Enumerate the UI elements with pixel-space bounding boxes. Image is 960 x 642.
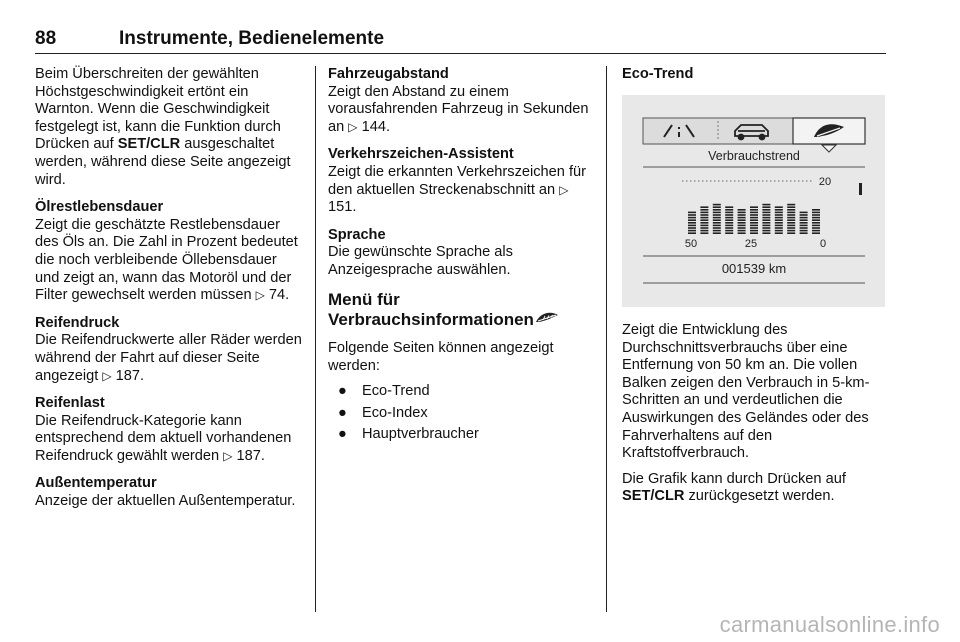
section-heading: Eco-Trend [622, 66, 694, 82]
section-traffic-sign-assistant [328, 146, 598, 216]
scroll-indicator [859, 183, 862, 195]
section-text: Die gewünschte Sprache als Anzeigesprache auswählen. [328, 244, 513, 278]
page-ref-icon: ▷ [102, 368, 112, 383]
section-heading: Reifenlast [35, 395, 105, 412]
list-item [328, 405, 598, 423]
reset-instruction [622, 471, 894, 506]
axis-label-0: 0 [819, 238, 827, 250]
eco-trend-description: Zeigt die Entwicklung des Durchschnittsverbrauchs über eine Entfernung von 50 km an. Die vollen Balken zeigen den Verbrauch in 5-km-Schritten an und verdeutlichen die Auswirkungen des Geländes oder des Fahrverhaltens auf den Kraftstoffverbrauch. [622, 322, 870, 462]
section-heading: Fahrzeugabstand [328, 66, 449, 82]
column-3 [622, 66, 894, 84]
list-item-label: Hauptverbraucher [362, 426, 479, 443]
column-1 [35, 66, 305, 521]
section-heading: Reifendruck [35, 314, 120, 331]
section-tire-load [35, 395, 305, 465]
column-2 [328, 66, 598, 448]
menu-intro: Folgende Seiten können angezeigt werden: [328, 340, 554, 374]
section-text: Anzeige der aktuellen Außentemperatur. [35, 493, 296, 510]
trend-bar [800, 212, 808, 234]
set-clr-label: SET/CLR [117, 136, 181, 153]
watermark: carmanualsonline.info [719, 612, 940, 637]
page-ref[interactable]: 151. [328, 199, 357, 216]
eco-leaf-icon [534, 310, 560, 330]
section-text: Zeigt die erkannten Verkehrszeichen für den aktuellen Streckenabschnitt an [328, 163, 586, 198]
intro-paragraph [35, 66, 305, 189]
intro-text: Beim Überschreiten der gewählten Höchstgeschwindigkeit ertönt ein Warnton. Wenn die Geschwindigkeit festgelegt ist, kann die Funktion durch Drücken auf [35, 66, 281, 153]
trend-bar [738, 209, 746, 234]
page-title: Instrumente, Bedienelemente [119, 28, 385, 49]
page-ref-icon: ▷ [255, 288, 265, 303]
scale-top-label: 20 [818, 176, 832, 188]
column-divider-right [606, 66, 607, 612]
reset-text-end: zurückgesetzt werden. [684, 488, 835, 505]
axis-label-25: 25 [744, 238, 758, 250]
section-text: Zeigt den Abstand zu einem vorausfahrenden Fahrzeug in Sekunden an [328, 83, 589, 135]
menu-page-list [328, 383, 598, 444]
page-ref-icon: ▷ [223, 448, 233, 463]
page-header [35, 28, 885, 52]
list-item-label: Eco-Index [362, 404, 428, 421]
column-divider-left [315, 66, 316, 612]
page-ref-icon: ▷ [559, 182, 569, 197]
trend-bar [812, 209, 820, 234]
section-heading: Außentemperatur [35, 475, 157, 492]
section-vehicle-distance [328, 66, 598, 136]
header-divider [35, 53, 886, 54]
list-item [328, 383, 598, 401]
list-item [328, 426, 598, 444]
page-ref-icon: ▷ [348, 119, 358, 134]
page-ref[interactable]: 187. [115, 367, 145, 384]
section-heading: Sprache [328, 226, 386, 243]
section-text: Die Reifendruckwerte aller Räder werden während der Fahrt auf dieser Seite angezeigt [35, 332, 302, 384]
section-outside-temperature [35, 475, 305, 510]
trend-bar [762, 204, 770, 234]
bullet-icon: ● [338, 404, 347, 421]
consumption-menu-heading [328, 290, 598, 331]
axis-label-50: 50 [684, 238, 698, 250]
section-heading: Verkehrszeichen-Assistent [328, 146, 514, 163]
bullet-icon: ● [338, 426, 347, 443]
section-text: Die Reifendruck-Kategorie kann entsprechend dem aktuell vorhandenen Reifendruck gewählt werden [35, 412, 292, 464]
heading-line-2: Verbrauchsinformationen [328, 309, 534, 329]
trend-bar [725, 206, 733, 234]
page-ref[interactable]: 187. [236, 447, 265, 464]
section-oil-life [35, 199, 305, 305]
display-title: Verbrauchstrend [708, 149, 800, 163]
set-clr-label: SET/CLR [622, 488, 685, 505]
section-heading: Ölrestlebensdauer [35, 199, 164, 216]
intro-text-end: ausgeschaltet werden, während diese Seite angezeigt wird. [35, 136, 291, 188]
bullet-icon: ● [338, 383, 347, 400]
section-tire-pressure [35, 315, 305, 385]
trend-bar [688, 212, 696, 234]
trend-bar [787, 204, 795, 234]
section-text: Zeigt die geschätzte Restlebensdauer des Öls an. Die Zahl in Prozent bedeutet die noch verbleibende Öllebensdauer und zeigt an, wann das Motoröl und der Filter gewechselt werden müssen [35, 216, 298, 304]
trend-bar [700, 206, 708, 234]
column-3-text [622, 322, 894, 514]
trend-bars [688, 204, 820, 234]
section-language [328, 227, 598, 280]
page-ref[interactable]: 74. [268, 287, 290, 304]
page-number: 88 [35, 28, 57, 49]
trend-bar [750, 206, 758, 234]
page-ref[interactable]: 144. [361, 118, 390, 135]
list-item-label: Eco-Trend [362, 383, 430, 400]
eco-trend-display-figure [622, 95, 885, 307]
odometer-reading: 001539 km [721, 261, 787, 276]
trend-bar [775, 206, 783, 234]
reset-text: Die Grafik kann durch Drücken auf [622, 470, 846, 487]
trend-bar [713, 204, 721, 234]
heading-line-1: Menü für [328, 289, 400, 309]
